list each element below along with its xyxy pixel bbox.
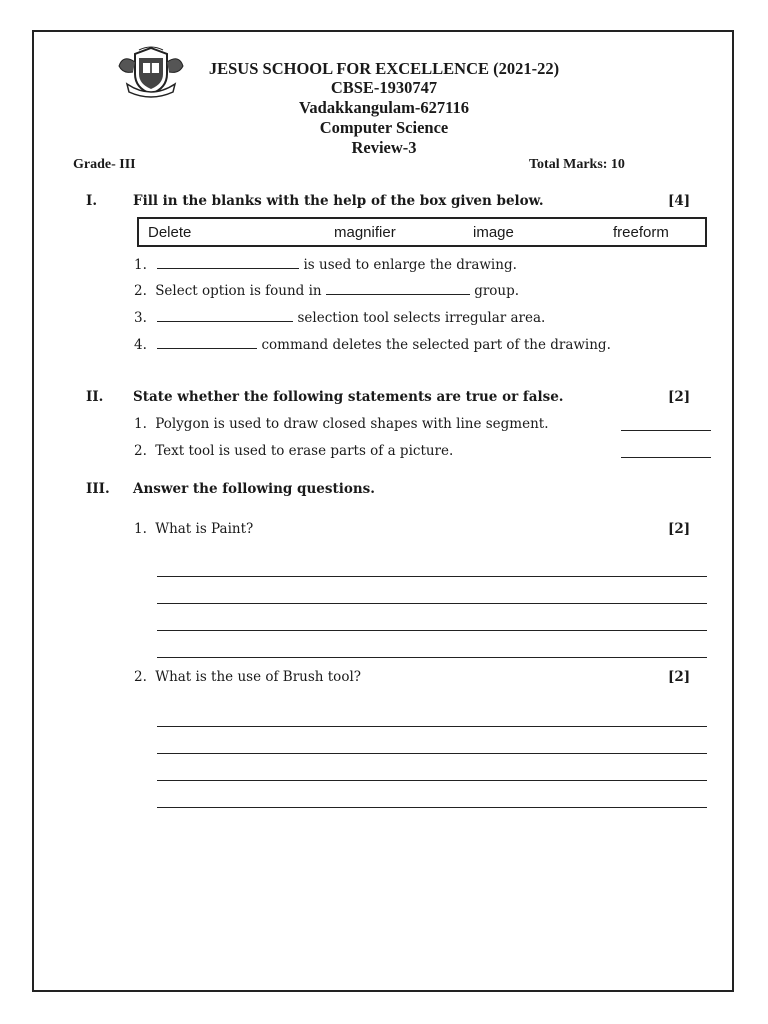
fill-blank-2 (134, 282, 519, 299)
section-2-number: II. (86, 389, 104, 405)
cbse-number: CBSE-1930747 (330, 78, 438, 97)
question-1-marks: [2] (668, 521, 691, 537)
item-number: 1. (134, 521, 147, 537)
item-number: 3. (134, 310, 147, 326)
item-text: command deletes the selected part of the drawing. (257, 337, 611, 353)
school-address: Vadakkangulam-627116 (299, 98, 469, 117)
true-false-1 (134, 416, 549, 432)
word-box-item: magnifier (334, 224, 396, 241)
item-text: Select option is found in (155, 283, 326, 299)
item-number: 1. (134, 257, 147, 273)
answer-blank[interactable] (157, 336, 257, 349)
section-2-marks: [2] (668, 389, 691, 405)
word-box-item: freeform (613, 224, 669, 241)
answer-line[interactable] (157, 780, 707, 781)
answer-line[interactable] (157, 576, 707, 577)
page-border (32, 30, 734, 992)
word-box-item: Delete (148, 224, 192, 241)
question-2-marks: [2] (668, 669, 691, 685)
item-number: 2. (134, 283, 147, 299)
section-1-title: Fill in the blanks with the help of the box given below. (133, 193, 544, 209)
question-1 (134, 521, 253, 537)
fill-blank-4 (134, 336, 611, 353)
total-marks: Total Marks: 10 (529, 157, 625, 172)
section-2-title: State whether the following statements are true or false. (133, 389, 564, 405)
item-number: 2. (134, 443, 147, 459)
section-3-number: III. (86, 481, 110, 497)
section-3-title: Answer the following questions. (133, 481, 375, 497)
item-text: What is the use of Brush tool? (155, 669, 361, 685)
grade-label: Grade- III (73, 157, 136, 172)
answer-line[interactable] (157, 603, 707, 604)
item-number: 1. (134, 416, 147, 432)
section-1-marks: [4] (668, 193, 691, 209)
answer-blank[interactable] (621, 457, 711, 458)
item-text: What is Paint? (155, 521, 254, 537)
item-number: 4. (134, 337, 147, 353)
exam-title: Review-3 (351, 138, 417, 157)
item-text: group. (469, 283, 520, 299)
section-1-number: I. (86, 193, 98, 209)
school-name: JESUS SCHOOL FOR EXCELLENCE (2021-22) (208, 59, 560, 78)
answer-line[interactable] (157, 753, 707, 754)
answer-line[interactable] (157, 657, 707, 658)
true-false-2 (134, 443, 453, 459)
answer-blank[interactable] (157, 309, 293, 322)
item-text: Text tool is used to erase parts of a picture. (155, 443, 454, 459)
answer-line[interactable] (157, 726, 707, 727)
item-number: 2. (134, 669, 147, 685)
item-text: Polygon is used to draw closed shapes with line segment. (155, 416, 549, 432)
answer-blank[interactable] (621, 430, 711, 431)
fill-blank-3 (134, 309, 545, 326)
subject-title: Computer Science (319, 118, 449, 137)
word-box-item: image (473, 224, 514, 241)
fill-blank-1 (134, 256, 517, 273)
question-2 (134, 669, 361, 685)
answer-line[interactable] (157, 630, 707, 631)
answer-line[interactable] (157, 807, 707, 808)
item-text: is used to enlarge the drawing. (299, 257, 517, 273)
answer-blank[interactable] (157, 256, 299, 269)
item-text: selection tool selects irregular area. (293, 310, 546, 326)
answer-blank[interactable] (326, 282, 470, 295)
